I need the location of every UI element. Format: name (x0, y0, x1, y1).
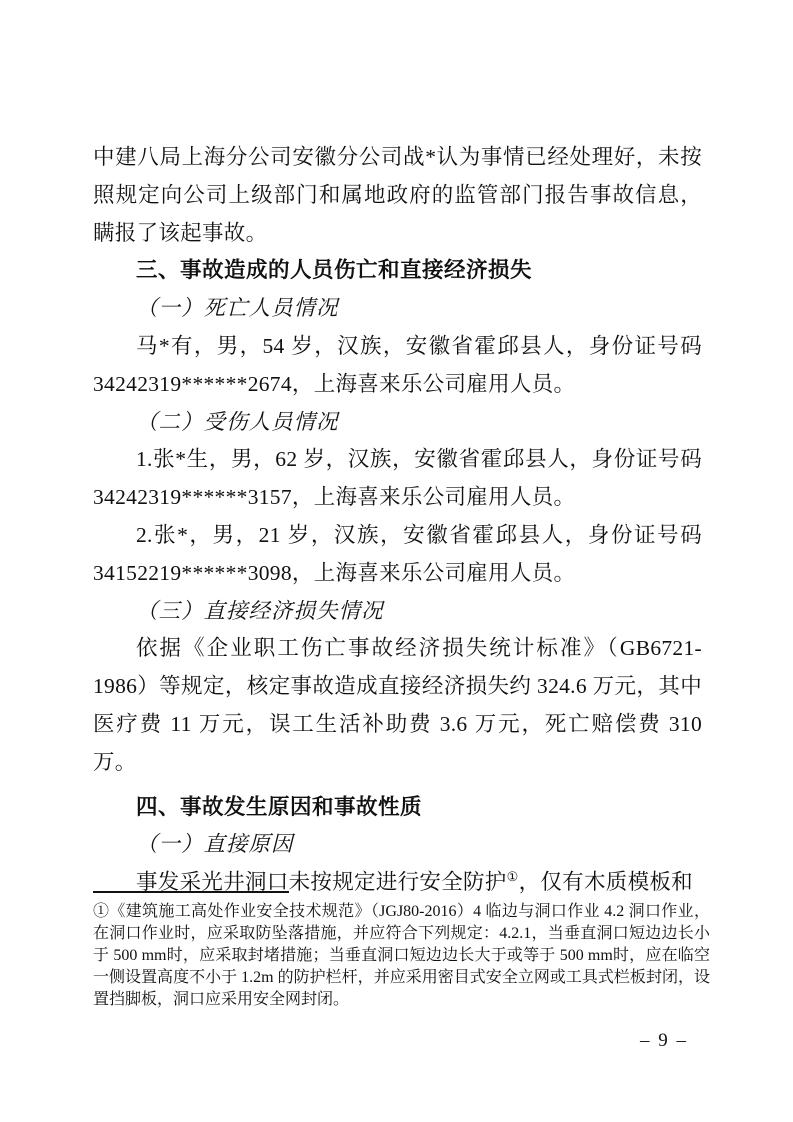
footnote-1-marker: ① (93, 903, 110, 920)
subheading-economic-loss-info: （三）直接经济损失情况 (136, 598, 384, 623)
paragraph-injured-person-2: 2.张*，男，21 岁，汉族，安徽省霍邱县人，身份证号码 34152219******3098，上海喜来乐公司雇用人员。 (93, 522, 702, 585)
footnote-1 (93, 901, 710, 1011)
subheading-injured-info: （二）受伤人员情况 (136, 409, 339, 434)
page-number: – 9 – (640, 1030, 688, 1051)
paragraph-deceased-person: 马*有，男，54 岁，汉族，安徽省霍邱县人，身份证号码 34242319******2674，上海喜来乐公司雇用人员。 (93, 333, 702, 396)
direct-cause-text-after: ，仅有木质模板和 (518, 870, 693, 895)
paragraph-concealed-report: 中建八局上海分公司安徽分公司战*认为事情已经处理好，未按照规定向公司上级部门和属地政府的监管部门报告事故信息，瞒报了该起事故。 (93, 145, 702, 245)
section-heading-casualties-losses: 三、事故造成的人员伤亡和直接经济损失 (136, 258, 533, 283)
footnote-reference-1: ① (506, 868, 519, 884)
footnote-1-text: 《建筑施工高处作业安全技术规范》（JGJ80-2016）4 临边与洞口作业 4.2 洞口作业，在洞口作业时，应采取防坠落措施，并应符合下列规定：4.2.1，当垂直洞口短边边长小于 500 mm时，应采取封堵措施；当垂直洞口短边边长大于或等于 500 mm时，应在临空一侧设置高度不小于 1.2m 的防护栏杆，并应采用密目式安全立网或工具式栏板封闭，设置挡脚板，洞口应采用安全网封闭。 (93, 903, 710, 1008)
footnote-area (93, 891, 710, 1011)
paragraph-economic-loss: 依据《企业职工伤亡事故经济损失统计标准》（GB6721-1986）等规定，核定事故造成直接经济损失约 324.6 万元，其中医疗费 11 万元，误工生活补助费 3.6 万元，死亡赔偿费 310 万。 (93, 636, 702, 774)
subheading-direct-cause: （一）直接原因 (136, 832, 294, 857)
subheading-death-info: （一）死亡人员情况 (136, 296, 339, 321)
section-heading-causes-nature: 四、事故发生原因和事故性质 (136, 794, 423, 819)
footnote-separator (93, 891, 289, 893)
paragraph-injured-person-1: 1.张*生，男，62 岁，汉族，安徽省霍邱县人，身份证号码 34242319******3157，上海喜来乐公司雇用人员。 (93, 447, 702, 510)
direct-cause-text-before: 事发采光井洞口未按规定进行安全防护 (136, 870, 507, 895)
document-body (93, 139, 702, 902)
